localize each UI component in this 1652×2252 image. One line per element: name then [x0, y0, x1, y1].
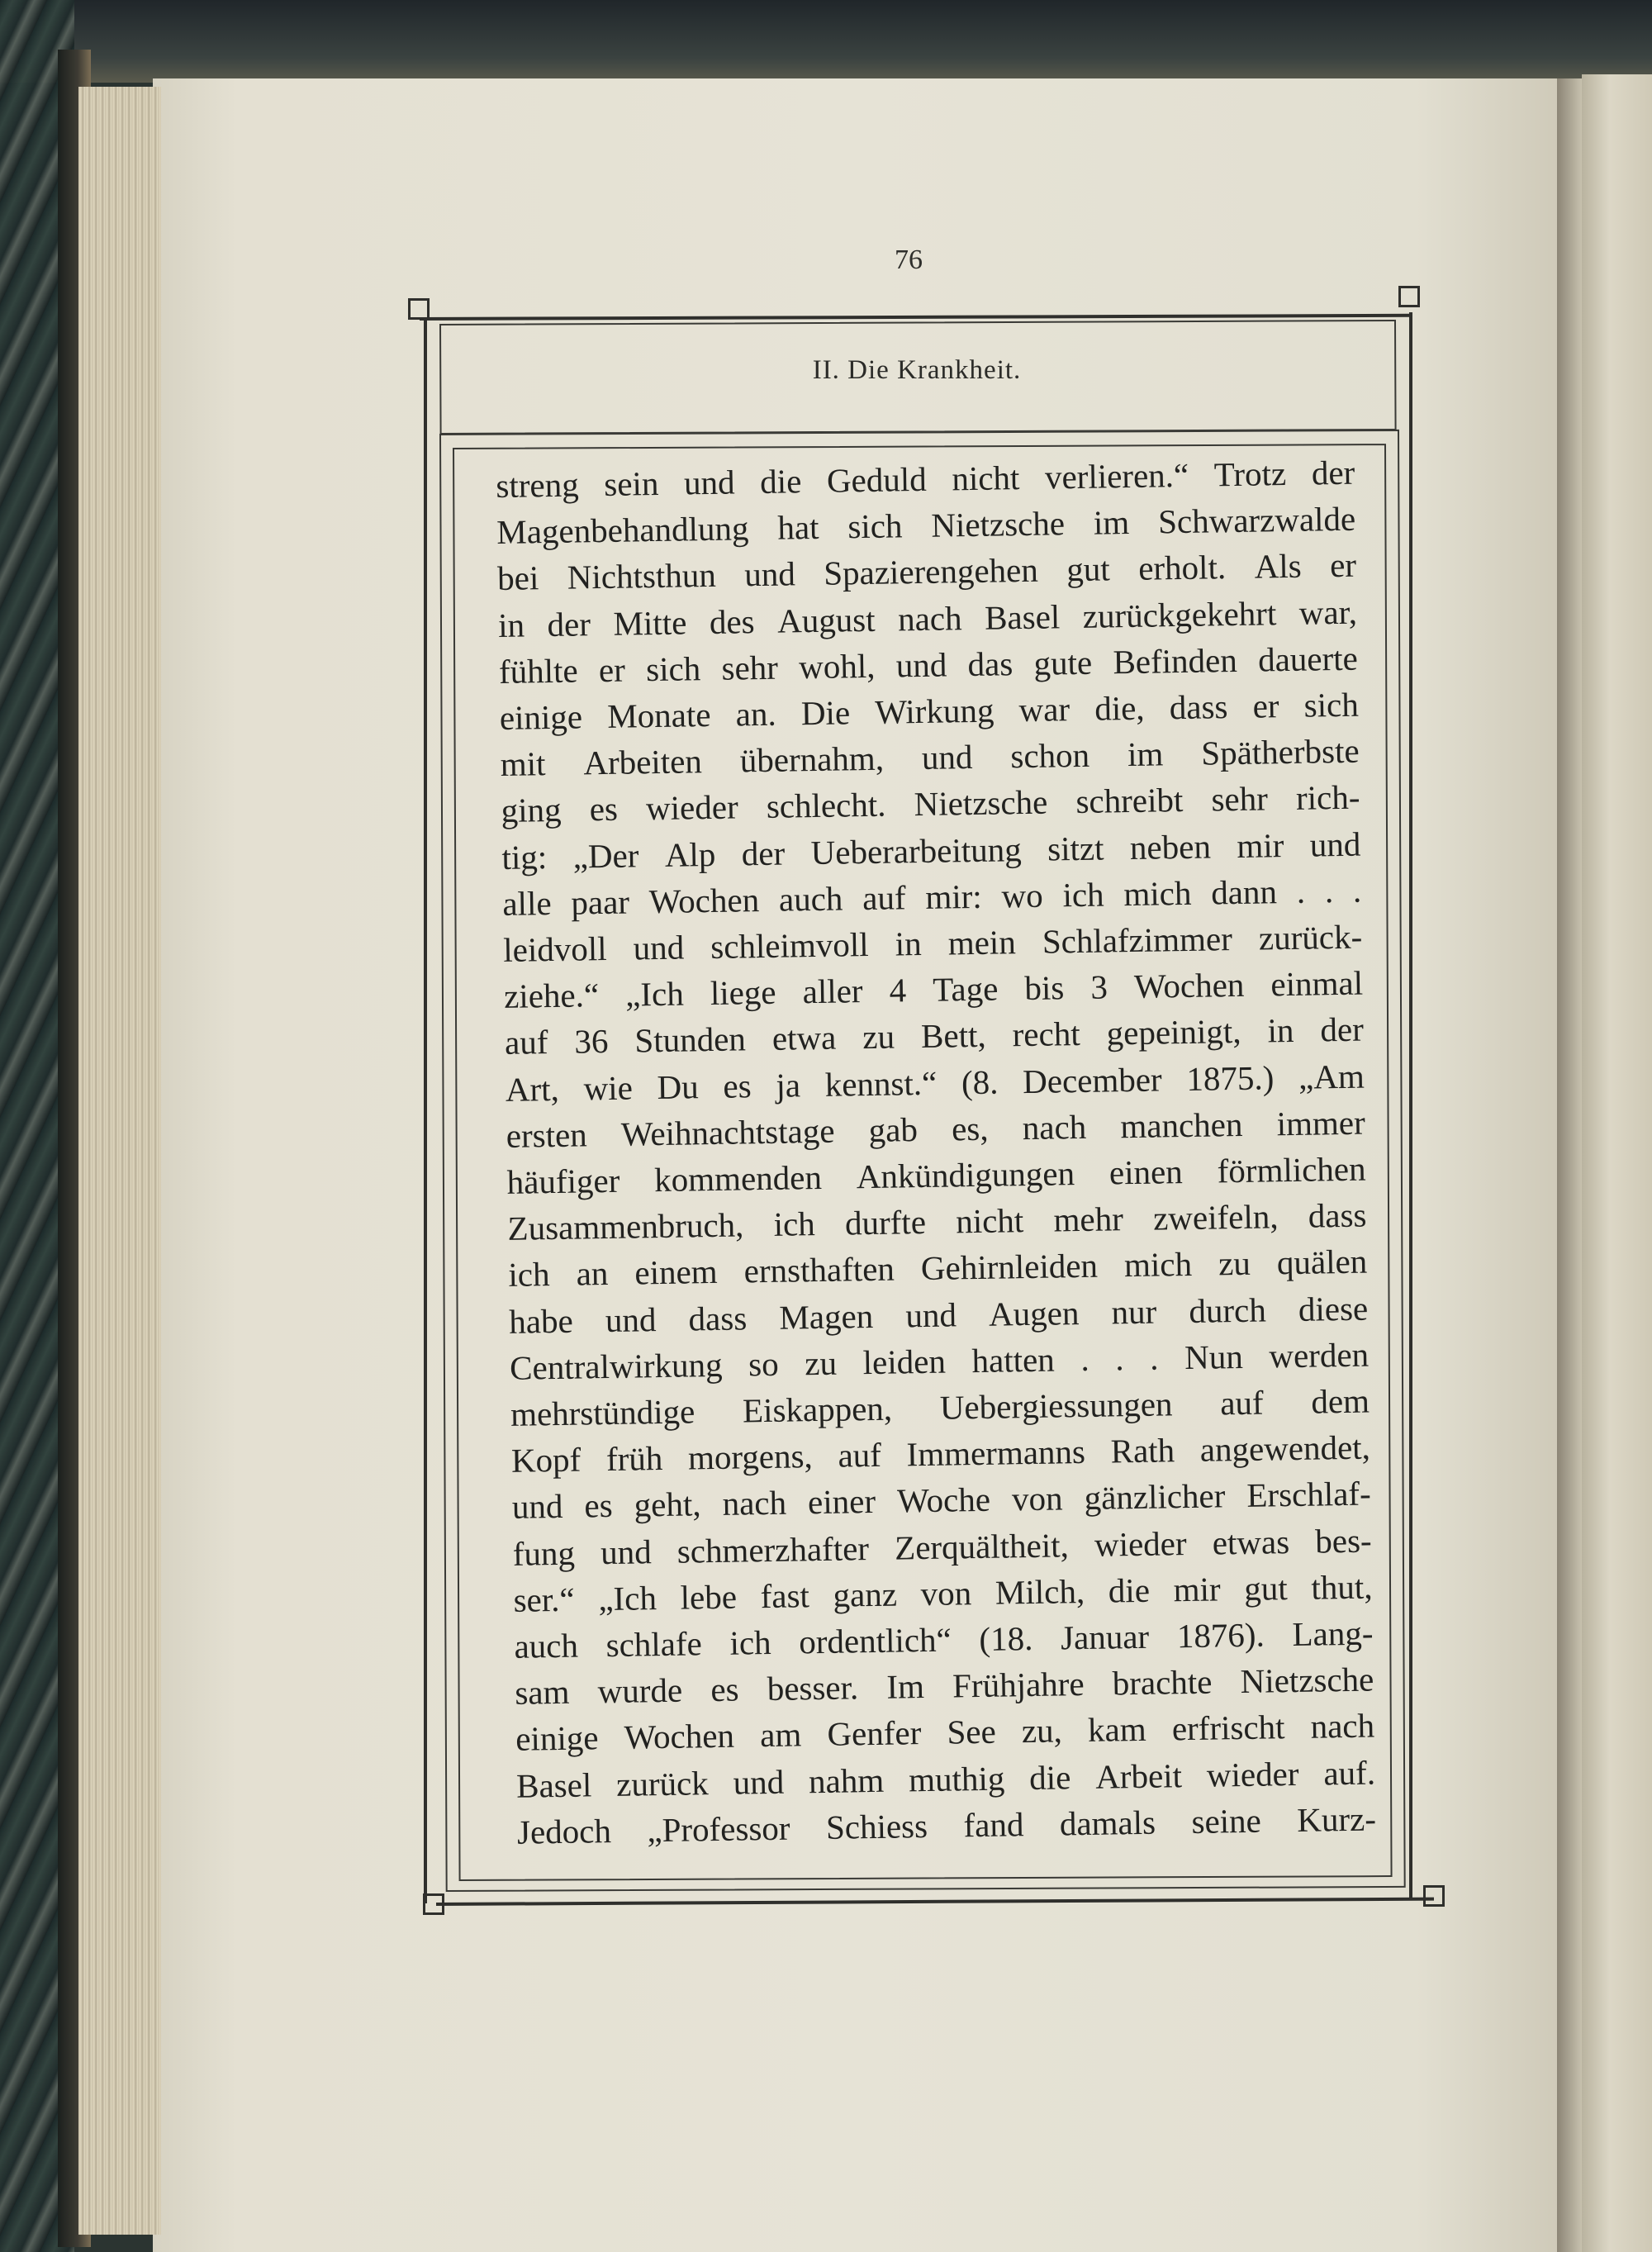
text-line: fung und schmerzhafter Zerquältheit, wieder etwas bes- [512, 1521, 1372, 1573]
text-line: auch schlafe ich ordentlich“ (18. Januar 1876). Lang- [514, 1613, 1374, 1665]
running-head: II. Die Krankheit. [812, 355, 1022, 385]
facing-page-edge [1582, 74, 1652, 2252]
text-line: mit Arbeiten übernahm, und schon im Spätherbste [500, 731, 1360, 784]
text-line: auf 36 Stunden etwa zu Bett, recht gepeinigt, in der [504, 1010, 1365, 1062]
text-line: bei Nichtsthun und Spazierengehen gut erholt. Als er [496, 546, 1357, 598]
text-line: ich an einem ernsthaften Gehirnleiden mich zu quälen [508, 1242, 1368, 1295]
frame-left-rule [424, 317, 427, 1903]
text-line: ersten Weihnachtstage gab es, nach manchen immer [506, 1103, 1366, 1155]
text-line: sam wurde es besser. Im Frühjahre brachte Nietzsche [515, 1660, 1374, 1713]
text-line: häufiger kommenden Ankündigungen einen förmlichen [506, 1149, 1366, 1201]
book-top-edge [0, 0, 1652, 83]
page-edges [78, 87, 161, 2235]
frame-corner-top-right [1398, 286, 1420, 307]
text-line: Basel zurück und nahm muthig die Arbeit wieder auf. [515, 1753, 1376, 1805]
text-line: tig: „Der Alp der Ueberarbeitung sitzt neben mir und [501, 824, 1361, 877]
text-line: einige Wochen am Genfer See zu, kam erfrischt nach [515, 1706, 1375, 1759]
text-line: ser.“ „Ich lebe fast ganz von Milch, die mir gut thut, [513, 1567, 1373, 1619]
text-line: in der Mitte des August nach Basel zurückgekehrt war, [497, 592, 1358, 644]
text-line: und es geht, nach einer Woche von gänzlicher Erschlaf- [511, 1474, 1372, 1527]
frame-corner-bottom-right [1423, 1885, 1445, 1907]
text-line: mehrstündige Eiskappen, Uebergiessungen auf dem [510, 1381, 1370, 1433]
page-number: 76 [895, 245, 923, 275]
text-line: Magenbehandlung hat sich Nietzsche im Schwarzwalde [496, 499, 1356, 552]
gutter-shadow [1557, 78, 1582, 2252]
body-text [496, 449, 1376, 1855]
text-line: alle paar Wochen auch auf mir: wo ich mich dann . . . [502, 871, 1362, 923]
frame-corner-top-left [408, 298, 430, 320]
frame-right-rule [1409, 312, 1412, 1898]
text-line: streng sein und die Geduld nicht verlieren.“ Trotz der [496, 453, 1355, 505]
text-line: Jedoch „Professor Schiess fand damals seine Kurz- [516, 1799, 1377, 1851]
frame-corner-bottom-left [423, 1893, 444, 1915]
text-line: ging es wieder schlecht. Nietzsche schreibt sehr rich- [501, 778, 1360, 830]
text-line: leidvoll und schleimvoll in mein Schlafzimmer zurück- [502, 917, 1363, 969]
text-line: Zusammenbruch, ich durfte nicht mehr zweifeln, dass [507, 1195, 1367, 1248]
text-line: Centralwirkung so zu leiden hatten . . . Nun werden [509, 1335, 1370, 1387]
text-line: Art, wie Du es ja kennst.“ (8. December 1875.) „Am [505, 1057, 1365, 1109]
text-line: Kopf früh morgens, auf Immermanns Rath angewendet, [510, 1428, 1371, 1480]
text-line: einige Monate an. Die Wirkung war die, dass er sich [499, 685, 1360, 737]
text-line: ziehe.“ „Ich liege aller 4 Tage bis 3 Wochen einmal [503, 963, 1364, 1016]
text-line: fühlte er sich sehr wohl, und das gute Befinden dauerte [498, 639, 1359, 691]
text-line: habe und dass Magen und Augen nur durch diese [508, 1289, 1369, 1341]
